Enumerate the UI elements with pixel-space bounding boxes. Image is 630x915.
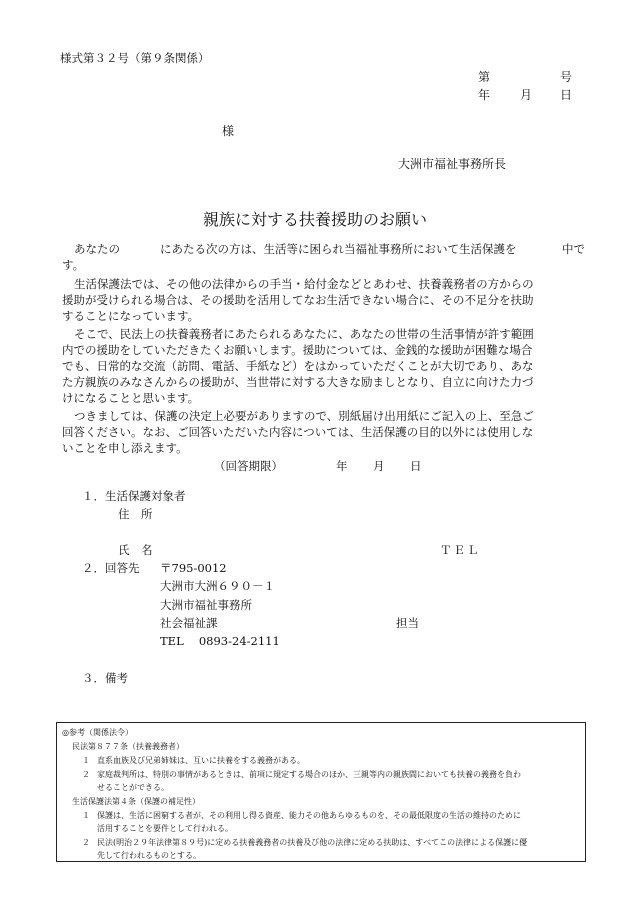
reply-division: 社会福祉課 <box>160 616 218 630</box>
deadline-year: 年 <box>336 459 348 473</box>
welfare-act-title: 生活保護法第４条（保護の補足性） <box>72 797 200 806</box>
reply-office: 大洲市福祉事務所 <box>160 598 252 612</box>
p4-line1: つきましては、保護の決定上必要がありますので、別紙届け出用紙にご記入の上、至急ご <box>74 409 534 423</box>
addressee-suffix: 様 <box>222 124 235 138</box>
p3-line4: た方親族のみなさんからの援助が、当世帯に対する大きな励ましとなり、自立に向けた力づ <box>62 375 534 389</box>
civil-item1-number: １ <box>82 756 90 765</box>
p3-line3: でも、日常的な交流（訪問、電話、手紙など）をはかっていただくことが大切であり、あな <box>62 359 534 373</box>
section3-heading: ３．備考 <box>82 671 128 685</box>
welfare-item2-line1: 民法(明治２９年法律第８９号)に定める扶養義務者の扶養及び他の法律に定める扶助は、すべてこの法律による保護に優 <box>97 838 528 847</box>
p1-d: す。 <box>62 258 85 272</box>
reply-tel: TEL 0893-24-2111 <box>160 634 280 648</box>
page-title: 親族に対する扶養援助のお願い <box>202 210 427 229</box>
civil-item1-text: 直系血族及び兄弟姉妹は、互いに扶養をする義務がある。 <box>97 756 305 765</box>
section2-heading: ２．回答先 <box>82 561 140 575</box>
reference-heading: ◎参考（関係法令） <box>62 728 133 737</box>
reply-address: 大洲市大洲６９０－１ <box>160 579 275 593</box>
p1-c: 中で <box>562 242 585 256</box>
p2-line3: することになっています。 <box>62 309 200 323</box>
section1-heading: １．生活保護対象者 <box>82 489 186 503</box>
date-day: 日 <box>560 88 573 102</box>
doc-number-prefix: 第 <box>478 70 491 84</box>
p2-line1: 生活保護法では、その他の法律からの手当・給付金などとあわせ、扶養義務者の方からの <box>74 277 534 291</box>
date-year: 年 <box>478 88 491 102</box>
reference-box <box>56 722 586 862</box>
reply-postal-code: 〒795-0012 <box>160 561 227 575</box>
form-number: 様式第３２号（第９条関係） <box>60 51 210 65</box>
civil-code-title: 民法第８７７条（扶養義務者） <box>72 742 184 751</box>
p2-line2: 援助が受けられる場合は、その援助を活用してなお生活できない場合に、その不足分を扶助 <box>62 293 534 307</box>
date-month: 月 <box>520 88 533 102</box>
p3-line5: けになることと思います。 <box>62 391 200 405</box>
target-address-label: 住 所 <box>118 507 153 521</box>
doc-number-suffix: 号 <box>560 70 573 84</box>
p3-line2: 内での援助をしていただきたくお願いします。援助については、金銭的な援助が困難な場合 <box>62 343 533 357</box>
welfare-item2-number: ２ <box>82 838 90 847</box>
welfare-item1-line2: 活用することを要件として行われる。 <box>97 824 233 833</box>
p1-b: にあたる次の方は、生活等に困られ当福祉事務所において生活保護を <box>160 242 517 256</box>
p4-line2: 回答ください。なお、ご回答いただいた内容については、生活保護の目的以外には使用しな <box>62 425 534 439</box>
welfare-item2-line2: 先して行われるものとする。 <box>97 851 201 860</box>
reply-staff-label: 担当 <box>396 616 419 630</box>
issuer: 大洲市福祉事務所長 <box>398 157 507 171</box>
target-name-label: 氏 名 <box>118 543 153 557</box>
civil-item2-line1: 家庭裁判所は、特別の事情があるときは、前項に規定する場合のほか、三親等内の親族間においても扶養の義務を負わ <box>97 770 521 779</box>
welfare-item1-number: １ <box>82 811 90 820</box>
target-tel-label: ＴＥＬ <box>440 543 481 557</box>
deadline-month: 月 <box>373 459 385 473</box>
p3-line1: そこで、民法上の扶養義務者にあたられるあなたに、あなたの世帯の生活事情が許す範囲 <box>74 327 534 341</box>
p1-a: あなたの <box>74 242 120 256</box>
civil-item2-number: ２ <box>82 770 90 779</box>
p4-line3: いことを申し添えます。 <box>62 441 188 455</box>
welfare-item1-line1: 保護は、生活に困窮する者が、その利用し得る資産、能力その他あらゆるものを、その最低限度の生活の維持のために <box>97 811 521 820</box>
civil-item2-line2: せることができる。 <box>97 783 169 792</box>
deadline-label: （回答期限） <box>214 459 283 473</box>
deadline-day: 日 <box>410 459 422 473</box>
